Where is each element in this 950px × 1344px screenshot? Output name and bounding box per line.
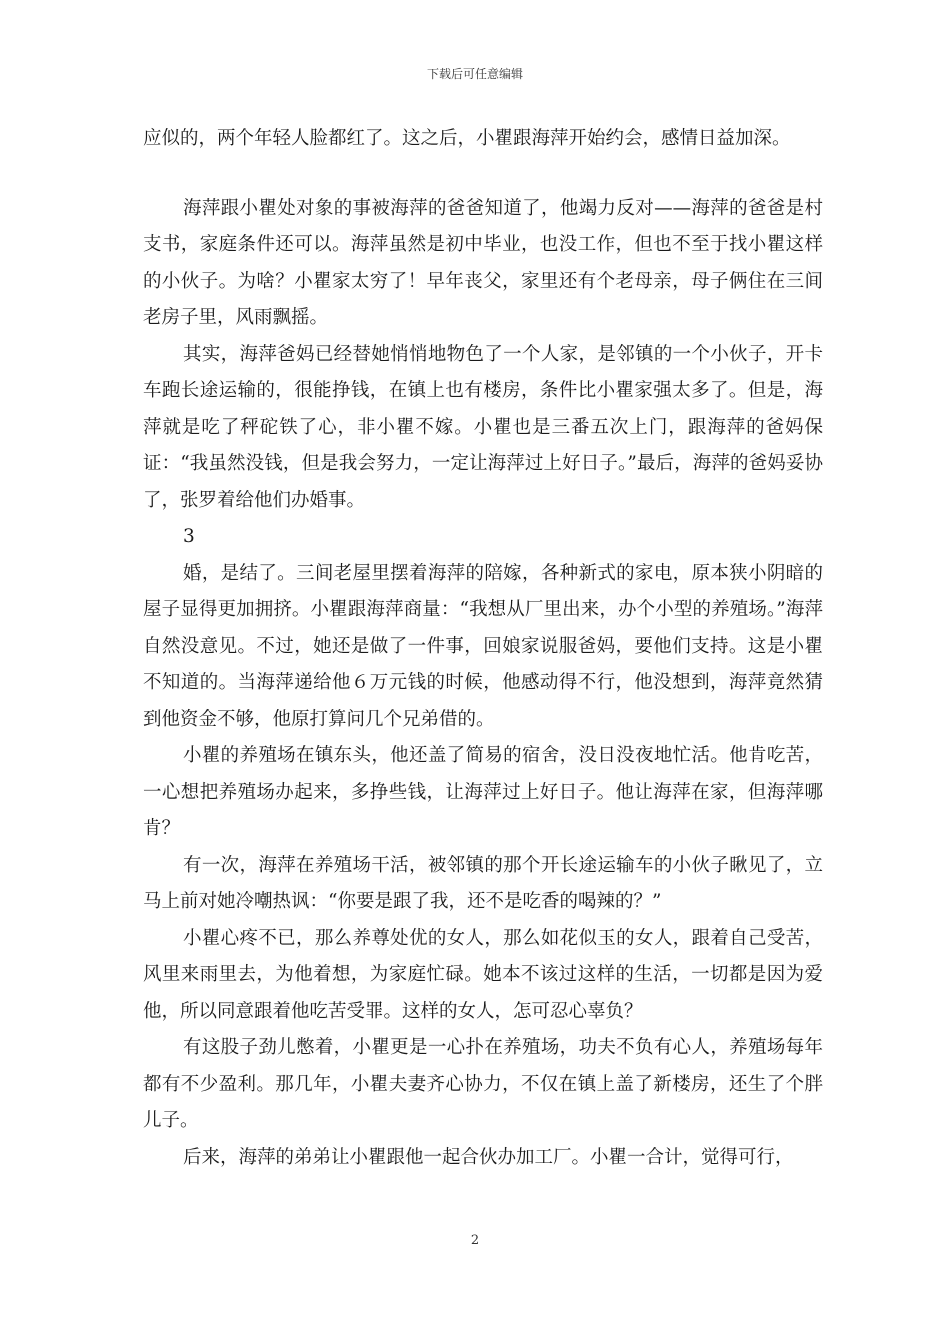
paragraph: 应似的，两个年轻人脸都红了。这之后，小瞿跟海萍开始约会，感情日益加深。 [143,128,791,149]
paragraph: 有一次，海萍在养殖场干活，被邻镇的那个开长途运输车的小伙子瞅见了，立马上前对她冷嘲热讽：“你要是跟了我，还不是吃香的喝辣的？” [143,854,823,912]
paragraph: 后来，海萍的弟弟让小瞿跟他一起合伙办加工厂。小瞿一合计，觉得可行， [183,1146,794,1168]
paragraph: 海萍跟小瞿处对象的事被海萍的爸爸知道了，他竭力反对——海萍的爸爸是村支书，家庭条件还可以。海萍虽然是初中毕业，也没工作，但也不至于找小瞿这样的小伙子。为啥？小瞿家太穷了！早年丧父，家里还有个老母亲，母子俩住在三间老房子里，风雨飘摇。 [143,197,823,328]
paragraph-gap [143,158,823,191]
page-number: 2 [470,1233,480,1248]
paragraph: 婚，是结了。三间老屋里摆着海萍的陪嫁，各种新式的家电，原本狭小阴暗的屋子显得更加拥挤。小瞿跟海萍商量：“我想从厂里出来，办个小型的养殖场。”海萍自然没意见。不过，她还是做了一件事，回娘家说服爸妈，要他们支持。这是小瞿不知道的。当海萍递给他６万元钱的时候，他感动得不行，他没想到，海萍竟然猜到他资金不够，他原打算问几个兄弟借的。 [143,562,823,730]
document-body [143,121,823,1176]
page-header: 下载后可任意编辑 [426,67,523,81]
paragraph: 小瞿心疼不已，那么养尊处优的女人，那么如花似玉的女人，跟着自己受苦，风里来雨里去，为他着想，为家庭忙碌。她本不该过这样的生活，一切都是因为爱他，所以同意跟着他吃苦受罪。这样的女人，怎可忍心辜负？ [143,927,823,1022]
paragraph: 其实，海萍爸妈已经替她悄悄地物色了一个人家，是邻镇的一个小伙子，开卡车跑长途运输的，很能挣钱，在镇上也有楼房，条件比小瞿家强太多了。但是，海萍就是吃了秤砣铁了心，非小瞿不嫁。小瞿也是三番五次上门，跟海萍的爸妈保证：“我虽然没钱，但是我会努力，一定让海萍过上好日子。”最后，海萍的爸妈妥协了，张罗着给他们办婚事。 [143,343,823,511]
paragraph: 小瞿的养殖场在镇东头，他还盖了简易的宿舍，没日没夜地忙活。他肯吃苦，一心想把养殖场办起来，多挣些钱，让海萍过上好日子。他让海萍在家，但海萍哪肯？ [143,745,823,839]
section-number: 3 [183,526,195,547]
paragraph: 有这股子劲儿憋着，小瞿更是一心扑在养殖场，功夫不负有心人，养殖场每年都有不少盈利。那几年，小瞿夫妻齐心协力，不仅在镇上盖了新楼房，还生了个胖儿子。 [143,1037,823,1131]
